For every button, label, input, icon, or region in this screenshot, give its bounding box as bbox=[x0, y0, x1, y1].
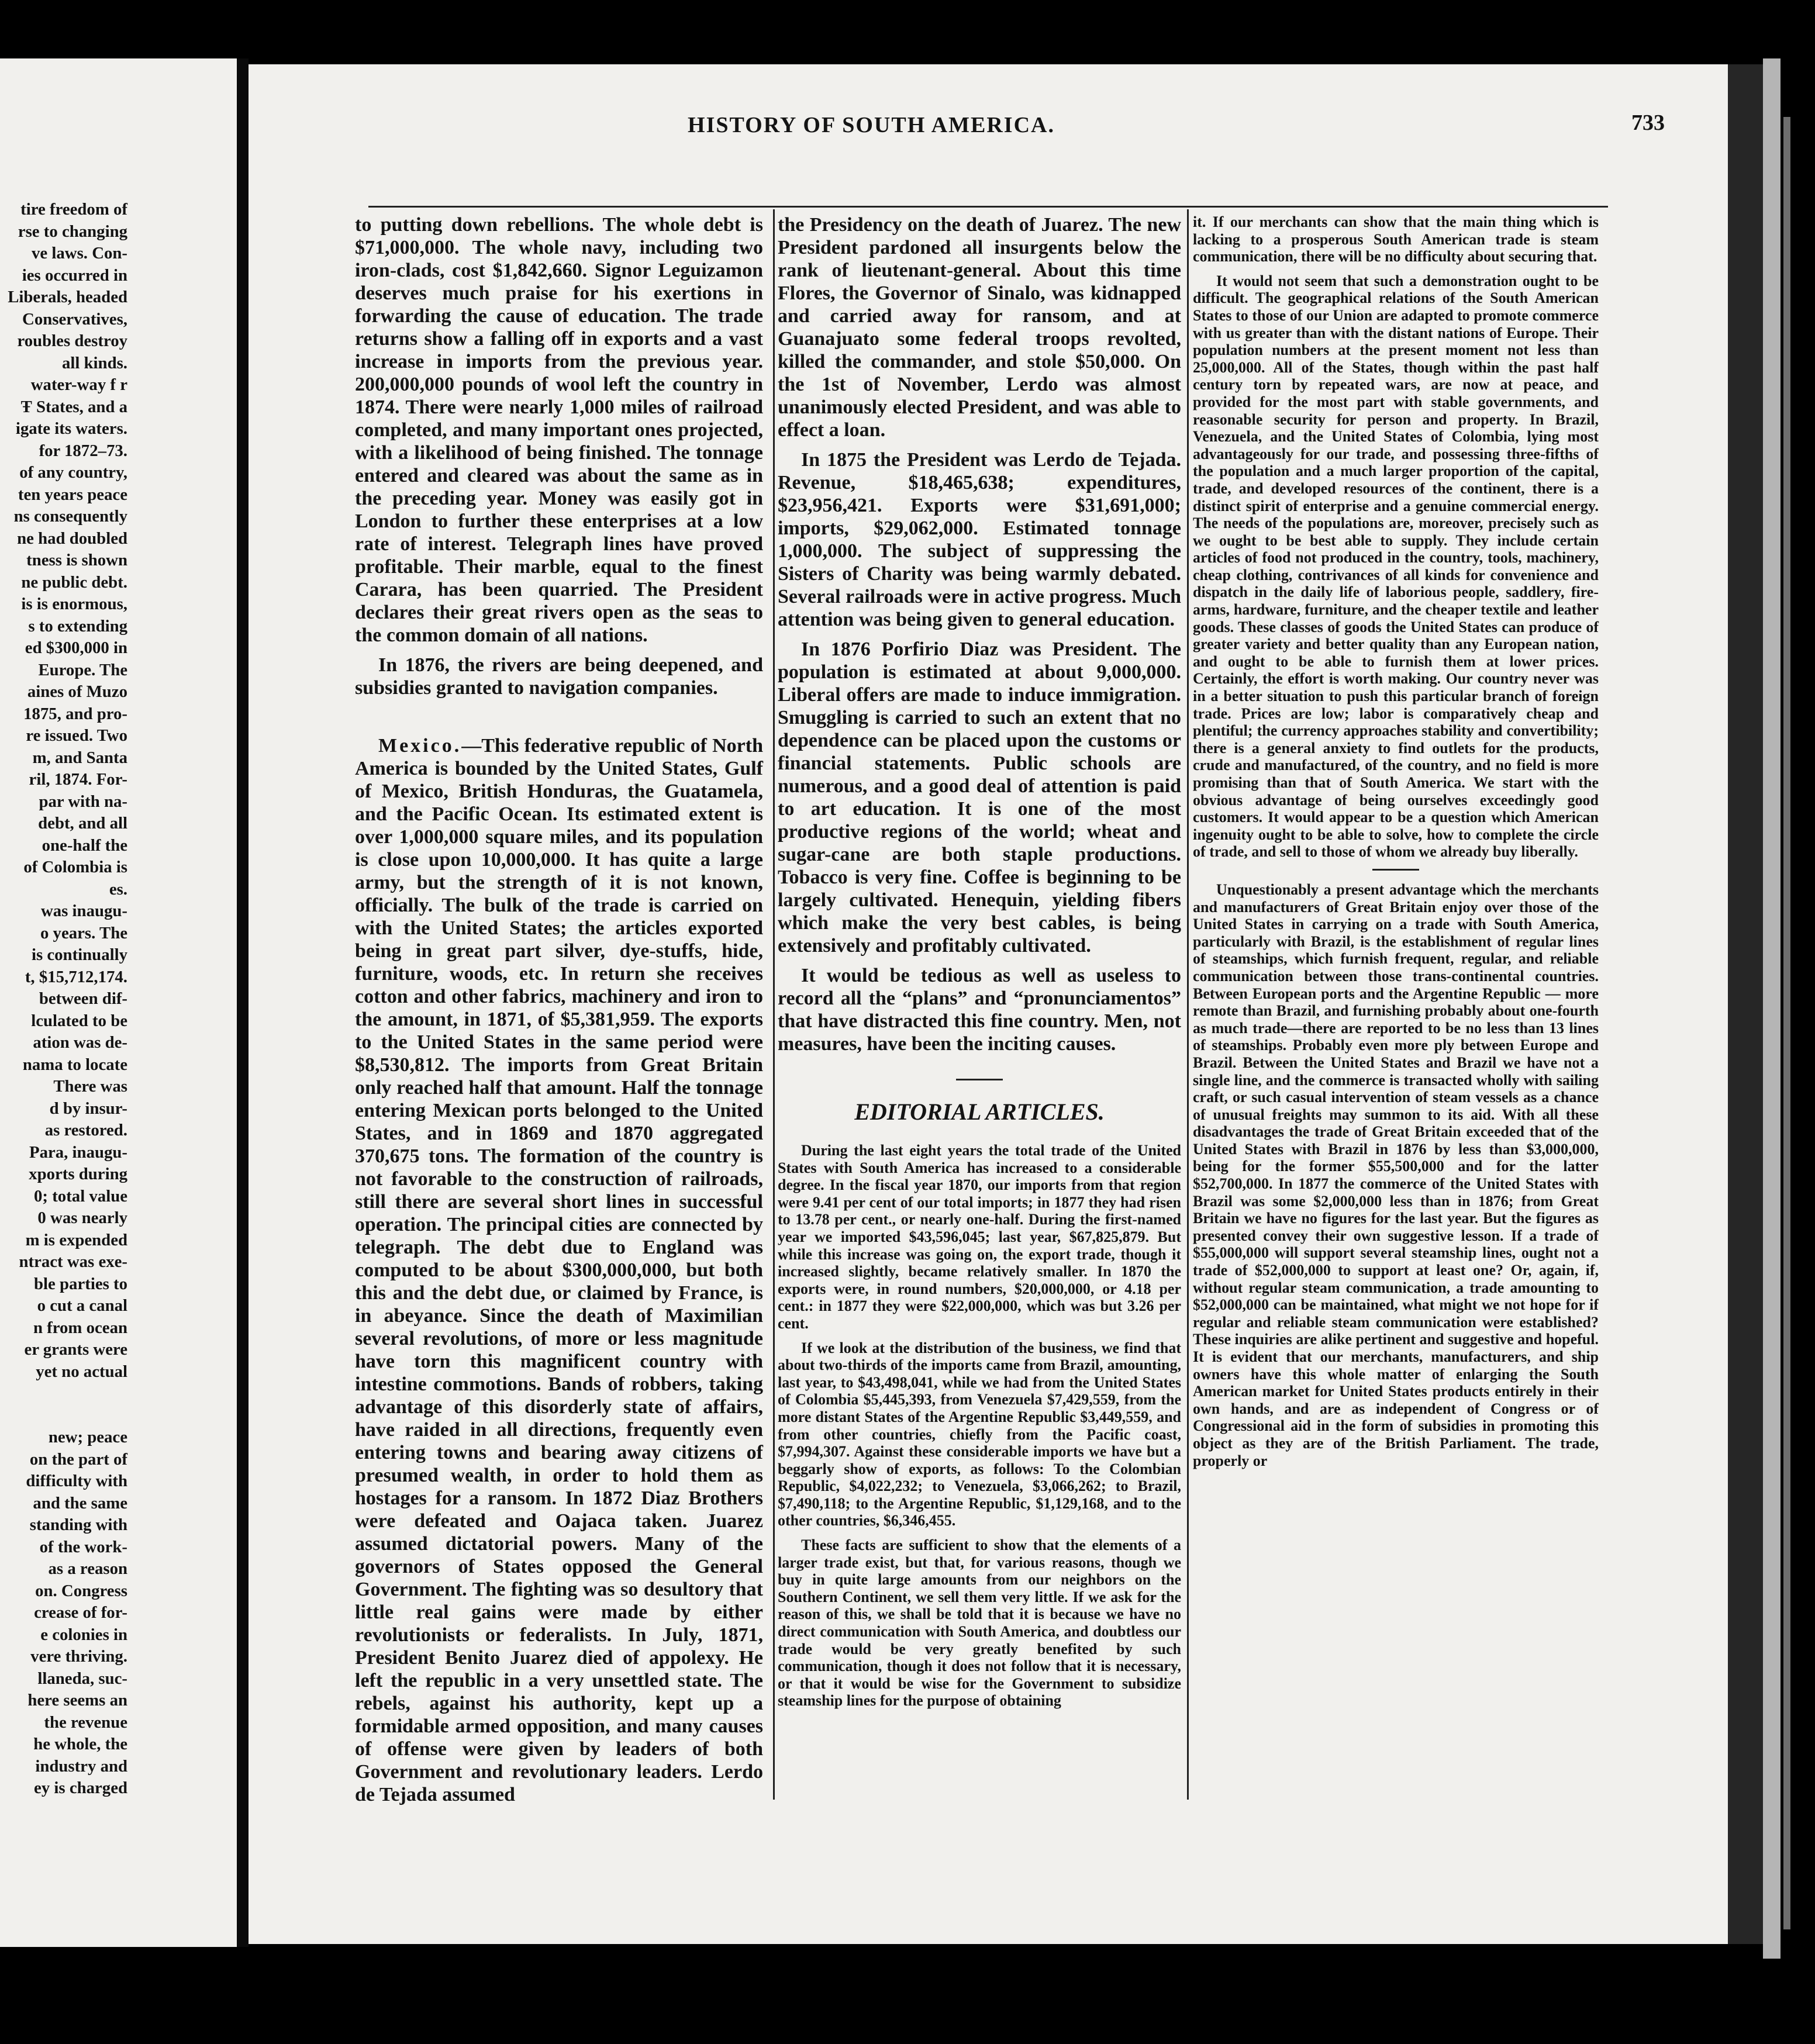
left-page-line: industry and bbox=[35, 1756, 127, 1776]
left-page-line: Liberals, headed bbox=[8, 288, 127, 306]
left-page-line: he whole, the bbox=[33, 1735, 127, 1753]
paragraph: it. If our merchants can show that the main thing which is lacking to a prosperous South American trade is steam communication, there will be no difficulty about securing that. bbox=[1193, 213, 1599, 265]
left-page-line: igate its waters. bbox=[15, 419, 127, 438]
paragraph: the Presidency on the death of Juarez. The new President pardoned all insurgents below the rank of lieutenant-general. About this time Flores, the Governor of Sinalo, was kidnapped and carried away for ransom, and at Guanajuato some federal troops revolted, killed the commander, and stole $50,000. On the 1st of November, Lerdo was almost unanimously elected President, and was able to effect a loan. bbox=[778, 214, 1181, 441]
article-column-3 bbox=[1193, 213, 1599, 1469]
left-page-line: one-half the bbox=[42, 835, 127, 855]
left-page-line: Para, inaugu- bbox=[29, 1142, 127, 1162]
page-number: 733 bbox=[1631, 111, 1665, 135]
left-page-line: water-way f r bbox=[30, 375, 127, 394]
left-page-line: m is expended bbox=[25, 1230, 127, 1249]
paragraph: Unquestionably a present advantage which the merchants and manufacturers of Great Britain enjoy over those of the United States in carrying on a trade with South America, particularly with Brazil, is the establishment of regular lines of steamships, which furnish frequent, regular, and reliable communication between those trans-continental countries. Between European ports and the Argentine Republic — more remote than Brazil, and furnishing probably about one-fourth as much trade—there are reported to be no less than 13 lines of steamships. Probably even more ply between Europe and Brazil. Between the United States and Brazil we have not a single line, and the commerce is transacted wholly with sailing craft, or such casual intervention of steam vessels as a chance of unusual freights may summon to its aid. With all these disadvantages the trade of Great Britain exceeded that of the United States with Brazil in 1876 by less than $3,000,000, being for the former $55,500,000 and for the latter $52,700,000. In 1877 the commerce of the United States with Brazil was some $2,000,000 less than in 1876; from Great Britain we have no figures for the last year. But the figures as presented convey their own suggestive lesson. If a trade of $55,000,000 will support several steamship lines, ought not a trade of $52,000,000 to support at least one? Or, again, if, without regular steam communication, a trade amounting to $52,000,000 can be maintained, what might we not hope for if regular and reliable steam communication were established? These inquiries are alike pertinent and suggestive and hopeful. It is evident that our merchants, manufacturers, and ship owners have this whole matter of enlarging the South American market for United States products entirely in their own hands, and are as independent of Congress or of Congressional aid in the form of subsidies in promoting this object as they are of the British Parliament. The trade, properly or bbox=[1193, 881, 1599, 1469]
left-page-line: ble parties to bbox=[34, 1274, 127, 1293]
paragraph: In 1876, the rivers are being deepened, and subsidies granted to navigation companies. bbox=[355, 654, 763, 699]
column-divider bbox=[1187, 209, 1189, 1800]
left-page-line: between dif- bbox=[39, 989, 127, 1008]
left-page-line: ntract was exe- bbox=[19, 1252, 127, 1271]
left-page-line: standing with bbox=[29, 1515, 127, 1534]
left-page-line: o years. The bbox=[40, 923, 127, 942]
left-page-line bbox=[0, 1383, 127, 1427]
left-page-line: of Colombia is bbox=[23, 858, 127, 876]
left-page-line: Conservatives, bbox=[22, 309, 127, 329]
paragraph: It would be tedious as well as useless to record all the “plans” and “pronunciamentos” that have distracted this fine country. Men, not measures, have been the inciting causes. bbox=[778, 965, 1181, 1055]
left-page-line: m, and Santa bbox=[32, 748, 127, 767]
left-page-line: d by insur- bbox=[49, 1099, 127, 1118]
left-page-line: ns consequently bbox=[13, 507, 127, 526]
section-rule bbox=[1372, 869, 1419, 871]
left-page-line: Europe. The bbox=[38, 660, 127, 679]
left-page-line: all kinds. bbox=[61, 353, 127, 372]
left-page-line: is is enormous, bbox=[21, 595, 127, 613]
left-page-line: tire freedom of bbox=[20, 200, 127, 219]
left-page-line: yet no actual bbox=[36, 1362, 127, 1381]
article-column-1 bbox=[355, 213, 763, 1806]
left-page-line: o cut a canal bbox=[37, 1296, 127, 1315]
left-page-line: ne public debt. bbox=[21, 572, 127, 592]
left-page-line: er grants were bbox=[24, 1340, 127, 1359]
left-page-line: aines of Muzo bbox=[27, 682, 127, 701]
left-page-line: on. Congress bbox=[35, 1581, 127, 1600]
left-page-line: on the part of bbox=[29, 1449, 127, 1469]
left-page-line: re issued. Two bbox=[26, 726, 127, 745]
left-page-line: was inaugu- bbox=[40, 902, 127, 920]
left-page-line: There was bbox=[53, 1077, 127, 1096]
left-page-line: ve laws. Con- bbox=[32, 244, 127, 263]
left-page-line: ed $300,000 in bbox=[25, 638, 127, 657]
paragraph: If we look at the distribution of the business, we find that about two-thirds of the imports came from Brazil, amounting, last year, to $43,498,041, while we had from the United States of Colombia $5,445,393, from Venezuela $7,429,559, from the more distant States of the Argentine Republic $3,449,559, and from other countries, chiefly from the Pacific coast, $7,994,307. Against these considerable imports we have but a beggarly show of exports, as follows: To the Colombian Republic, $4,022,232; to Venezuela, $3,066,262; to Brazil, $7,490,118; to the Argentine Republic, $1,129,168, and to the other countries, $6,346,455. bbox=[778, 1339, 1181, 1529]
left-page-line: roubles destroy bbox=[17, 332, 127, 350]
left-page-line: n from ocean bbox=[33, 1318, 127, 1337]
left-page-line: tness is shown bbox=[26, 551, 127, 569]
paragraph: During the last eight years the total trade of the United States with South America has increased to a considerable degree. In the fiscal year 1870, our imports from that region were 9.41 per cent of our total imports; in 1877 they had risen to 13.78 per cent., or nearly one-half. During the first-named year we imported $43,596,045; last year, $67,825,879. But while this increase was going on, the export trade, though it increased slightly, became relatively smaller. In 1870 the exports were, in round numbers, $20,000,000, or 4.18 per cent.: in 1877 they were $22,000,000, which was but 3.26 per cent. bbox=[778, 1142, 1181, 1332]
left-page-line: and the same bbox=[33, 1493, 127, 1513]
left-page-line: is continually bbox=[31, 945, 127, 964]
left-page-line: s to extending bbox=[28, 616, 127, 636]
editorial-heading: EDITORIAL ARTICLES. bbox=[854, 1099, 1105, 1125]
column-divider bbox=[773, 209, 775, 1800]
paragraph: —This federative republic of North America is bounded by the United States, Gulf of Mexico, British Honduras, the Guatamela, and the Pacific Ocean. Its estimated extent is over 1,000,000 square miles, and its population is close upon 10,000,000. It has quite a large army, but the strength of it is not known, officially. The bulk of the trade is carried on with the United States; the articles exported being in great part silver, dye-stuffs, hide, furniture, woods, etc. In return she receives cotton and other fabrics, machinery and iron to the amount, in 1871, of $5,381,959. The exports to the United States in the same period were $8,530,812. The imports from Great Britain only reached half that amount. Half the tonnage entering Mexican ports belonged to the United States, and in 1869 and 1870 aggregated 370,675 tons. The formation of the country is not favorable to the construction of railroads, still there are several short lines in successful operation. The principal cities are connected by telegraph. The debt due to England was computed to be about $300,000,000, but both this and the debt due, or claimed by France, is in abeyance. Since the death of Maximilian several revolutions, of more or less magnitude have torn this magnificent country with intestine commotions. Bands of robbers, taking advantage of this disorderly state of affairs, have raided in all directions, frequently even entering towns and bearing away citizens of presumed wealth, in order to hold them as hostages for a ransom. In 1872 Diaz Brothers were defeated and Oajaca taken. Juarez assumed dictatorial powers. Many of the governors of States opposed the General Government. The fighting was so desultory that little real gains were made by either revolutionists or federalists. In July, 1871, President Benito Juarez died of appolexy. He left the republic in a very unsettled state. The rebels, against his authority, kept up a formidable armed opposition, and many causes of offense were given by leaders of both Government and revolutionary leaders. Lerdo de Tejada assumed bbox=[355, 735, 763, 1805]
left-page-line: 1875, and pro- bbox=[23, 704, 127, 723]
left-page-line: xports during bbox=[29, 1165, 127, 1183]
left-page-line: for 1872–73. bbox=[39, 441, 127, 460]
left-page-line: es. bbox=[109, 879, 127, 899]
left-page-line: the revenue bbox=[44, 1712, 127, 1732]
left-page-fragment bbox=[0, 58, 237, 1947]
left-page-line: of any country, bbox=[19, 463, 127, 482]
section-rule bbox=[956, 1079, 1003, 1080]
header-rule bbox=[368, 206, 1608, 208]
left-page-line: 0 was nearly bbox=[37, 1209, 127, 1227]
section-heading-mexico: Mexico. bbox=[378, 735, 462, 757]
left-page-line: rse to changing bbox=[18, 222, 127, 241]
left-page-line: vere thriving. bbox=[30, 1647, 127, 1666]
left-page-line: e colonies in bbox=[40, 1625, 127, 1644]
left-page-line: ne had doubled bbox=[17, 529, 127, 548]
left-page-line: llaneda, suc- bbox=[37, 1669, 127, 1688]
left-page-line: ril, 1874. For- bbox=[29, 770, 127, 789]
page-edge-strip bbox=[1763, 58, 1781, 1959]
left-page-line: nama to locate bbox=[22, 1055, 127, 1074]
left-page-line: crease of for- bbox=[34, 1603, 127, 1622]
left-page-text bbox=[0, 199, 127, 1800]
paragraph: In 1875 the President was Lerdo de Tejada. Revenue, $18,465,638; expenditures, $23,956,421. Exports were $31,691,000; imports, $29,062,000. Estimated tonnage 1,000,000. The subject of suppressing the Sisters of Charity was being warmly debated. Several railroads were in active progress. Much attention was being given to general education. bbox=[778, 449, 1181, 630]
running-head: HISTORY OF SOUTH AMERICA. bbox=[688, 113, 1055, 137]
article-column-2 bbox=[778, 213, 1181, 1710]
paragraph: In 1876 Porfirio Diaz was President. The population is estimated at about 9,000,000. Liberal offers are made to induce immigration. Smuggling is carried to such an extent that no dependence can be placed upon the customs or financial statements. Public schools are numerous, and a good deal of attention is paid to art education. It is one of the most productive regions of the world; wheat and sugar-cane are both staple productions. Tobacco is very fine. Coffee is beginning to be largely cultivated. Henequin, yielding fibers which make the very best cables, is being extensively and profitably cultivated. bbox=[778, 638, 1181, 957]
left-page-line: difficulty with bbox=[26, 1472, 127, 1490]
page-edge-strip-inner bbox=[1783, 117, 1790, 1929]
book-gutter bbox=[237, 58, 249, 1947]
page-edge-shadow bbox=[1728, 64, 1763, 1944]
paragraph: It would not seem that such a demonstration ought to be difficult. The geographical relations of the South American States to those of our Union are adapted to promote commerce with us greater than with the distant nations of Europe. Their population numbers at the present moment not less than 25,000,000. All of the States, though within the past half century torn by repeated wars, are now at peace, and provided for the most part with stable governments, and reasonable security for person and property. In Brazil, Venezuela, and the United States of Colombia, lying most advantageously for our trade, and possessing three-fifths of the population and a much larger proportion of the capital, trade, and developed resources of the continent, there is a distinct spirit of enterprise and a genuine commercial energy. The needs of the populations are, moreover, precisely such as we ought to be best able to supply. They include certain articles of food not produced in the country, tools, machinery, cheap clothing, contrivances of all kinds for convenience and dispatch in the daily life of laborious people, saddlery, fire-arms, hardware, furniture, and the cheaper textile and leather goods. These classes of goods the United States can produce of greater variety and better quality than any European nation, and ought to be able to furnish them at lower prices. Certainly, the effort is worth making. Our country never was in a better situation to push this particular branch of foreign trade. Prices are low; labor is comparatively cheap and plentiful; the currency approaches stability and convertibility; there is a general anxiety to find outlets for the products, crude and manufactured, of the country, and no field is more promising than that of South America. We start with the obvious advantage of being ourselves exceedingly good customers. It would appear to be a question which American ingenuity ought to be able to solve, how to complete the circle of trade, and sell to those of whom we already buy liberally. bbox=[1193, 272, 1599, 861]
left-page-line: Ŧ States, and a bbox=[20, 397, 127, 416]
paragraph: These facts are sufficient to show that the elements of a larger trade exist, but that, for various reasons, though we buy in quite large amounts from our neighbors on the Southern Continent, we sell them very little. If we ask for the reason of this, we shall be told that it is because we have no direct communication with South America, and doubtless our trade would be very greatly benefited by such communication, though it does not follow that it is necessary, or that it would be wise for the Government to subsidize steamship lines for the purpose of obtaining bbox=[778, 1537, 1181, 1710]
left-page-line: lculated to be bbox=[31, 1011, 127, 1030]
left-page-line: ey is charged bbox=[34, 1779, 127, 1797]
left-page-line: ation was de- bbox=[33, 1033, 127, 1052]
paragraph: to putting down rebellions. The whole debt is $71,000,000. The whole navy, including two iron-clads, cost $1,842,660. Signor Leguizamon deserves much praise for his exertions in forwarding the cause of education. The trade returns show a falling off in exports and a vast increase in imports from the previous year. 200,000,000 pounds of wool left the country in 1874. There were nearly 1,000 miles of railroad completed, and many important ones projected, with a likelihood of being finished. The tonnage entered and cleared was about the same as in the preceding year. Money was easily got in London to further these enterprises at a low rate of interest. Telegraph lines have proved profitable. Their marble, equal to the finest Carara, has been quarried. The President declares their great rivers open as the seas to the common domain of all nations. bbox=[355, 214, 763, 646]
left-page-line: par with na- bbox=[39, 792, 127, 811]
left-page-line: new; peace bbox=[48, 1428, 127, 1446]
left-page-line: t, $15,712,174. bbox=[25, 967, 127, 986]
left-page-line: debt, and all bbox=[38, 814, 127, 833]
left-page-line: ten years peace bbox=[18, 485, 127, 504]
left-page-line: of the work- bbox=[39, 1537, 127, 1556]
left-page-line: here seems an bbox=[27, 1691, 127, 1710]
left-page-line: as restored. bbox=[44, 1121, 127, 1140]
left-page-line: ies occurred in bbox=[22, 265, 127, 285]
left-page-line: 0; total value bbox=[34, 1186, 127, 1206]
left-page-line: as a reason bbox=[48, 1559, 127, 1578]
